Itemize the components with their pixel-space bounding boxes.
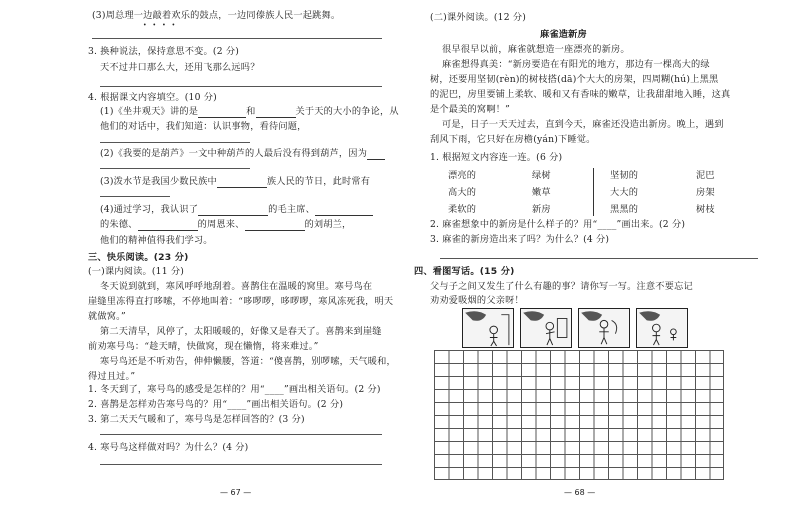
q4-4-text-b: 的毛主席、 (268, 204, 316, 215)
q4-1-text-a: (1)《坐井观天》讲的是 (100, 106, 199, 117)
fill-blank[interactable] (367, 150, 385, 160)
sub2-title: (二)课外阅读。(12 分) (430, 12, 527, 23)
fill-blank[interactable] (245, 221, 305, 231)
writing-prompt: 父与子之间又发生了什么有趣的事？请你写一写。注意不要忘记 (430, 281, 693, 292)
fill-blank[interactable] (138, 221, 198, 231)
comic-panel-3 (578, 308, 630, 348)
passage-line: 第二天清早，风停了，太阳暖暖的，好像又是春天了。喜鹊来到崖缝 (100, 326, 382, 337)
q4-1-text-b: 和 (246, 106, 256, 117)
comic-panel-2 (520, 308, 572, 348)
match-item: 柔软的 (448, 204, 477, 215)
match-item: 树枝 (696, 204, 715, 215)
section4-title: 四、看图写话。(15 分) (414, 266, 515, 277)
reading2-q3: 3. 麻雀的新房造出来了吗？为什么？(4 分) (430, 234, 610, 245)
match-item: 泥巴 (696, 170, 715, 181)
story-line: 树，还要用坚韧(rèn)的树枝搭(dā)个大大的房架，四周糊(hú)上黑黑 (430, 74, 719, 85)
passage-line: 崖缝里冻得直打哆嗦，不停地叫着：“哆啰啰，哆啰啰，寒风冻死我，明天 (88, 296, 394, 307)
comic-panel-4 (636, 308, 688, 348)
answer-line (92, 38, 382, 39)
q3-title: 3. 换种说法，保持意思不变。(2 分) (88, 46, 240, 57)
q4-3-line (100, 176, 370, 188)
q4-2-line (100, 148, 385, 160)
match-item: 大大的 (610, 187, 639, 198)
q3-sentence: 天不过井口那么大，还用飞那么远吗？ (100, 62, 260, 73)
q4-4-line1 (100, 204, 373, 216)
q4-4-text-e: 的刘胡兰， (304, 219, 352, 230)
section3-title: 三、快乐阅读。(23 分) (88, 252, 189, 263)
match-item: 房架 (696, 187, 715, 198)
passage-line: 寒号鸟还是不听劝告，伸伸懒腰，答道：“傻喜鹊，别啰嗦，天气暖和， (100, 356, 396, 367)
match-item: 新房 (532, 204, 551, 215)
story-title: 麻雀造新房 (540, 29, 587, 40)
match-divider (593, 168, 594, 216)
q4-4-line2 (100, 219, 351, 231)
reading-q1: 1. 冬天到了，寒号鸟的感受是怎样的？用“____”画出相关语句。(2 分) (88, 384, 381, 395)
match-item: 绿树 (532, 170, 551, 181)
q4-1-line1 (100, 106, 399, 118)
story-line: 可是，日子一天天过去，直到今天，麻雀还没造出新房。晚上，遇到 (442, 119, 724, 130)
q4-title: 4. 根据课文内容填空。(10 分) (88, 92, 217, 103)
answer-line (100, 86, 382, 87)
answer-line (100, 168, 250, 169)
sub1-title: (一)课内阅读。(11 分) (88, 266, 185, 277)
match-item: 坚韧的 (610, 170, 639, 181)
match-item: 漂亮的 (448, 170, 477, 181)
writing-prompt: 劝劝爱吸烟的父亲呀！ (430, 295, 524, 306)
passage-line: 就做窝。” (88, 311, 126, 322)
q4-3-text-a: (3)泼水节是我国少数民族中 (100, 176, 217, 187)
story-line: 刮风下雨，它只好在房檐(yán)下睡觉。 (430, 134, 596, 145)
match-item: 嫩草 (532, 187, 551, 198)
page-number: — 67 — (220, 488, 252, 497)
fill-blank[interactable] (217, 178, 267, 188)
answer-line (100, 196, 170, 197)
reading-q4: 4. 寒号鸟这样做对吗？为什么？(4 分) (88, 442, 249, 453)
story-line: 是个最美的窝啊！” (430, 104, 510, 115)
reading2-q1: 1. 根据短文内容连一连。(6 分) (430, 152, 563, 163)
sentence-3: (3)周总理一边敲着欢乐的鼓点，一边同傣族人民一起跳舞。 (92, 10, 341, 21)
match-item: 高大的 (448, 187, 477, 198)
match-item: 黑黑的 (610, 204, 639, 215)
passage-line: 得过且过。” (88, 371, 136, 382)
story-line: 很早很早以前，麻雀就想造一座漂亮的新房。 (442, 44, 630, 55)
answer-line (100, 434, 382, 435)
answer-line (440, 258, 758, 259)
page-number: — 68 — (564, 488, 596, 497)
passage-line: 冬天说到就到，寒风呼呼地刮着。喜鹊住在温暖的窝里。寒号鸟在 (100, 281, 373, 292)
q4-4-line3: 他们的精神值得我们学习。 (100, 235, 213, 246)
q4-4-text-a: (4)通过学习，我认识了 (100, 204, 199, 215)
q4-4-text-c: 的朱德、 (100, 219, 138, 230)
story-line: 麻雀想得真美：“新房要造在有阳光的地方，那边有一棵高大的绿 (442, 59, 710, 70)
q4-1-text-c: 关于天的大小的争论，从 (295, 106, 399, 117)
reading2-q2: 2. 麻雀想象中的新房是什么样子的？用“____”画出来。(2 分) (430, 219, 686, 230)
fill-blank[interactable] (198, 206, 268, 216)
q4-4-text-d: 的周恩来、 (197, 219, 245, 230)
reading-q2: 2. 喜鹊是怎样劝告寒号鸟的？用“____”画出相关语句。(2 分) (88, 399, 344, 410)
q4-1-line2: 他们的对话中，我们知道：认识事物，看待问题， (100, 121, 307, 132)
writing-grid[interactable] (434, 350, 724, 480)
story-line: 的泥巴，房里要铺上柔软、暖和又有香味的嫩草，让我甜甜地入睡，这真 (430, 89, 731, 100)
passage-line: 前劝寒号鸟：“趁天晴，快做窝，现在懒惰，将来难过。” (88, 341, 319, 352)
fill-blank[interactable] (198, 108, 246, 118)
fill-blank[interactable] (256, 108, 296, 118)
answer-line (100, 464, 382, 465)
q4-3-text-b: 族人民的节日，此时常有 (266, 176, 371, 187)
fill-blank[interactable] (315, 206, 373, 216)
q4-2-text: (2)《我要的是葫芦》一文中种葫芦的人最后没有得到葫芦，因为 (100, 148, 368, 159)
emphasis-dots: •••• (143, 22, 182, 29)
answer-line (100, 142, 250, 143)
reading-q3: 3. 第二天天气暖和了，寒号鸟是怎样回答的？(3 分) (88, 414, 305, 425)
comic-panel-1 (462, 308, 514, 348)
